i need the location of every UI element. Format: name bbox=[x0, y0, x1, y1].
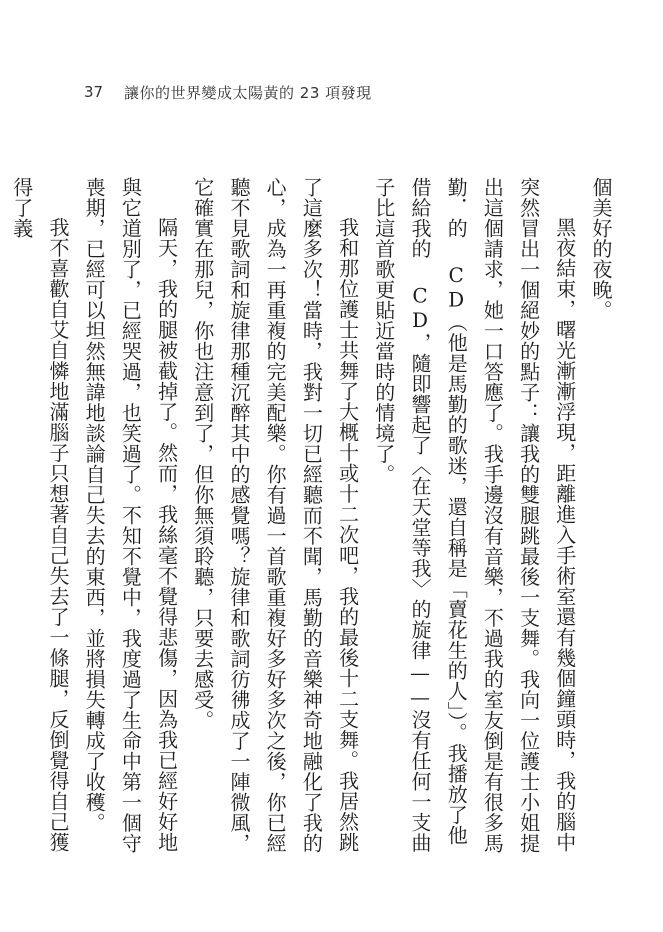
paragraph-continuation: 個美好的夜晚。 bbox=[589, 177, 613, 321]
paragraph-dance-idea: 黑夜結束，曙光漸漸浮現，距離進入手術室還有幾個鐘頭時，我的腦中突然冒出一個絕妙的點子：讓我的雙腿跳最後一支舞。我向一位護士小姐提出這個請求，她一口答應了。我手邊沒有音樂，不過我的室友倒是有很多馬勤．的 CD（他是馬勤的歌迷，還自稱是「賣花生的人」）。我播放了他借給我的 CD，隨即響起了〈在天堂等我〉的旋律——沒有任何一支曲子比這首歌更貼近當時的情境了。 bbox=[371, 177, 577, 854]
book-title: 讓你的世界變成太陽黃的 23 項發現 bbox=[124, 83, 372, 102]
page-number: 37 bbox=[84, 83, 104, 101]
paragraph-next-day: 隔天，我的腿被截掉了。然而，我絲毫不覺得悲傷，因為我已經好好地與它道別了，已經哭過，也笑過了。不知不覺中，我度過了生命中第一個守喪期，已經可以坦然無諱地談論自己失去的東西，並將損失轉成了收穫。 bbox=[82, 177, 179, 854]
running-head bbox=[84, 80, 372, 104]
paragraph-last-dances: 我和那位護士共舞了大概十或十二次吧，我的最後十二支舞。我居然跳了這麼多次！當時，我對一切已經聽而不聞，馬勤的音樂神奇地融化了我的心，成為一再重複的完美配樂。你有過一首歌重複好多好多次之後，你已經聽不見歌詞和旋律那種沉醉其中的感覺嗎？旋律和歌詞彷彿成了一陣微風，它確實在那兒，你也注意到了，但你無須聆聽，只要去感受。 bbox=[190, 177, 360, 854]
paragraph-not-self-pity: 我不喜歡自艾自憐地滿腦子只想著自己失去了一條腿，反倒覺得自己獲得了義 bbox=[9, 177, 70, 853]
vertical-text-body bbox=[9, 177, 619, 857]
